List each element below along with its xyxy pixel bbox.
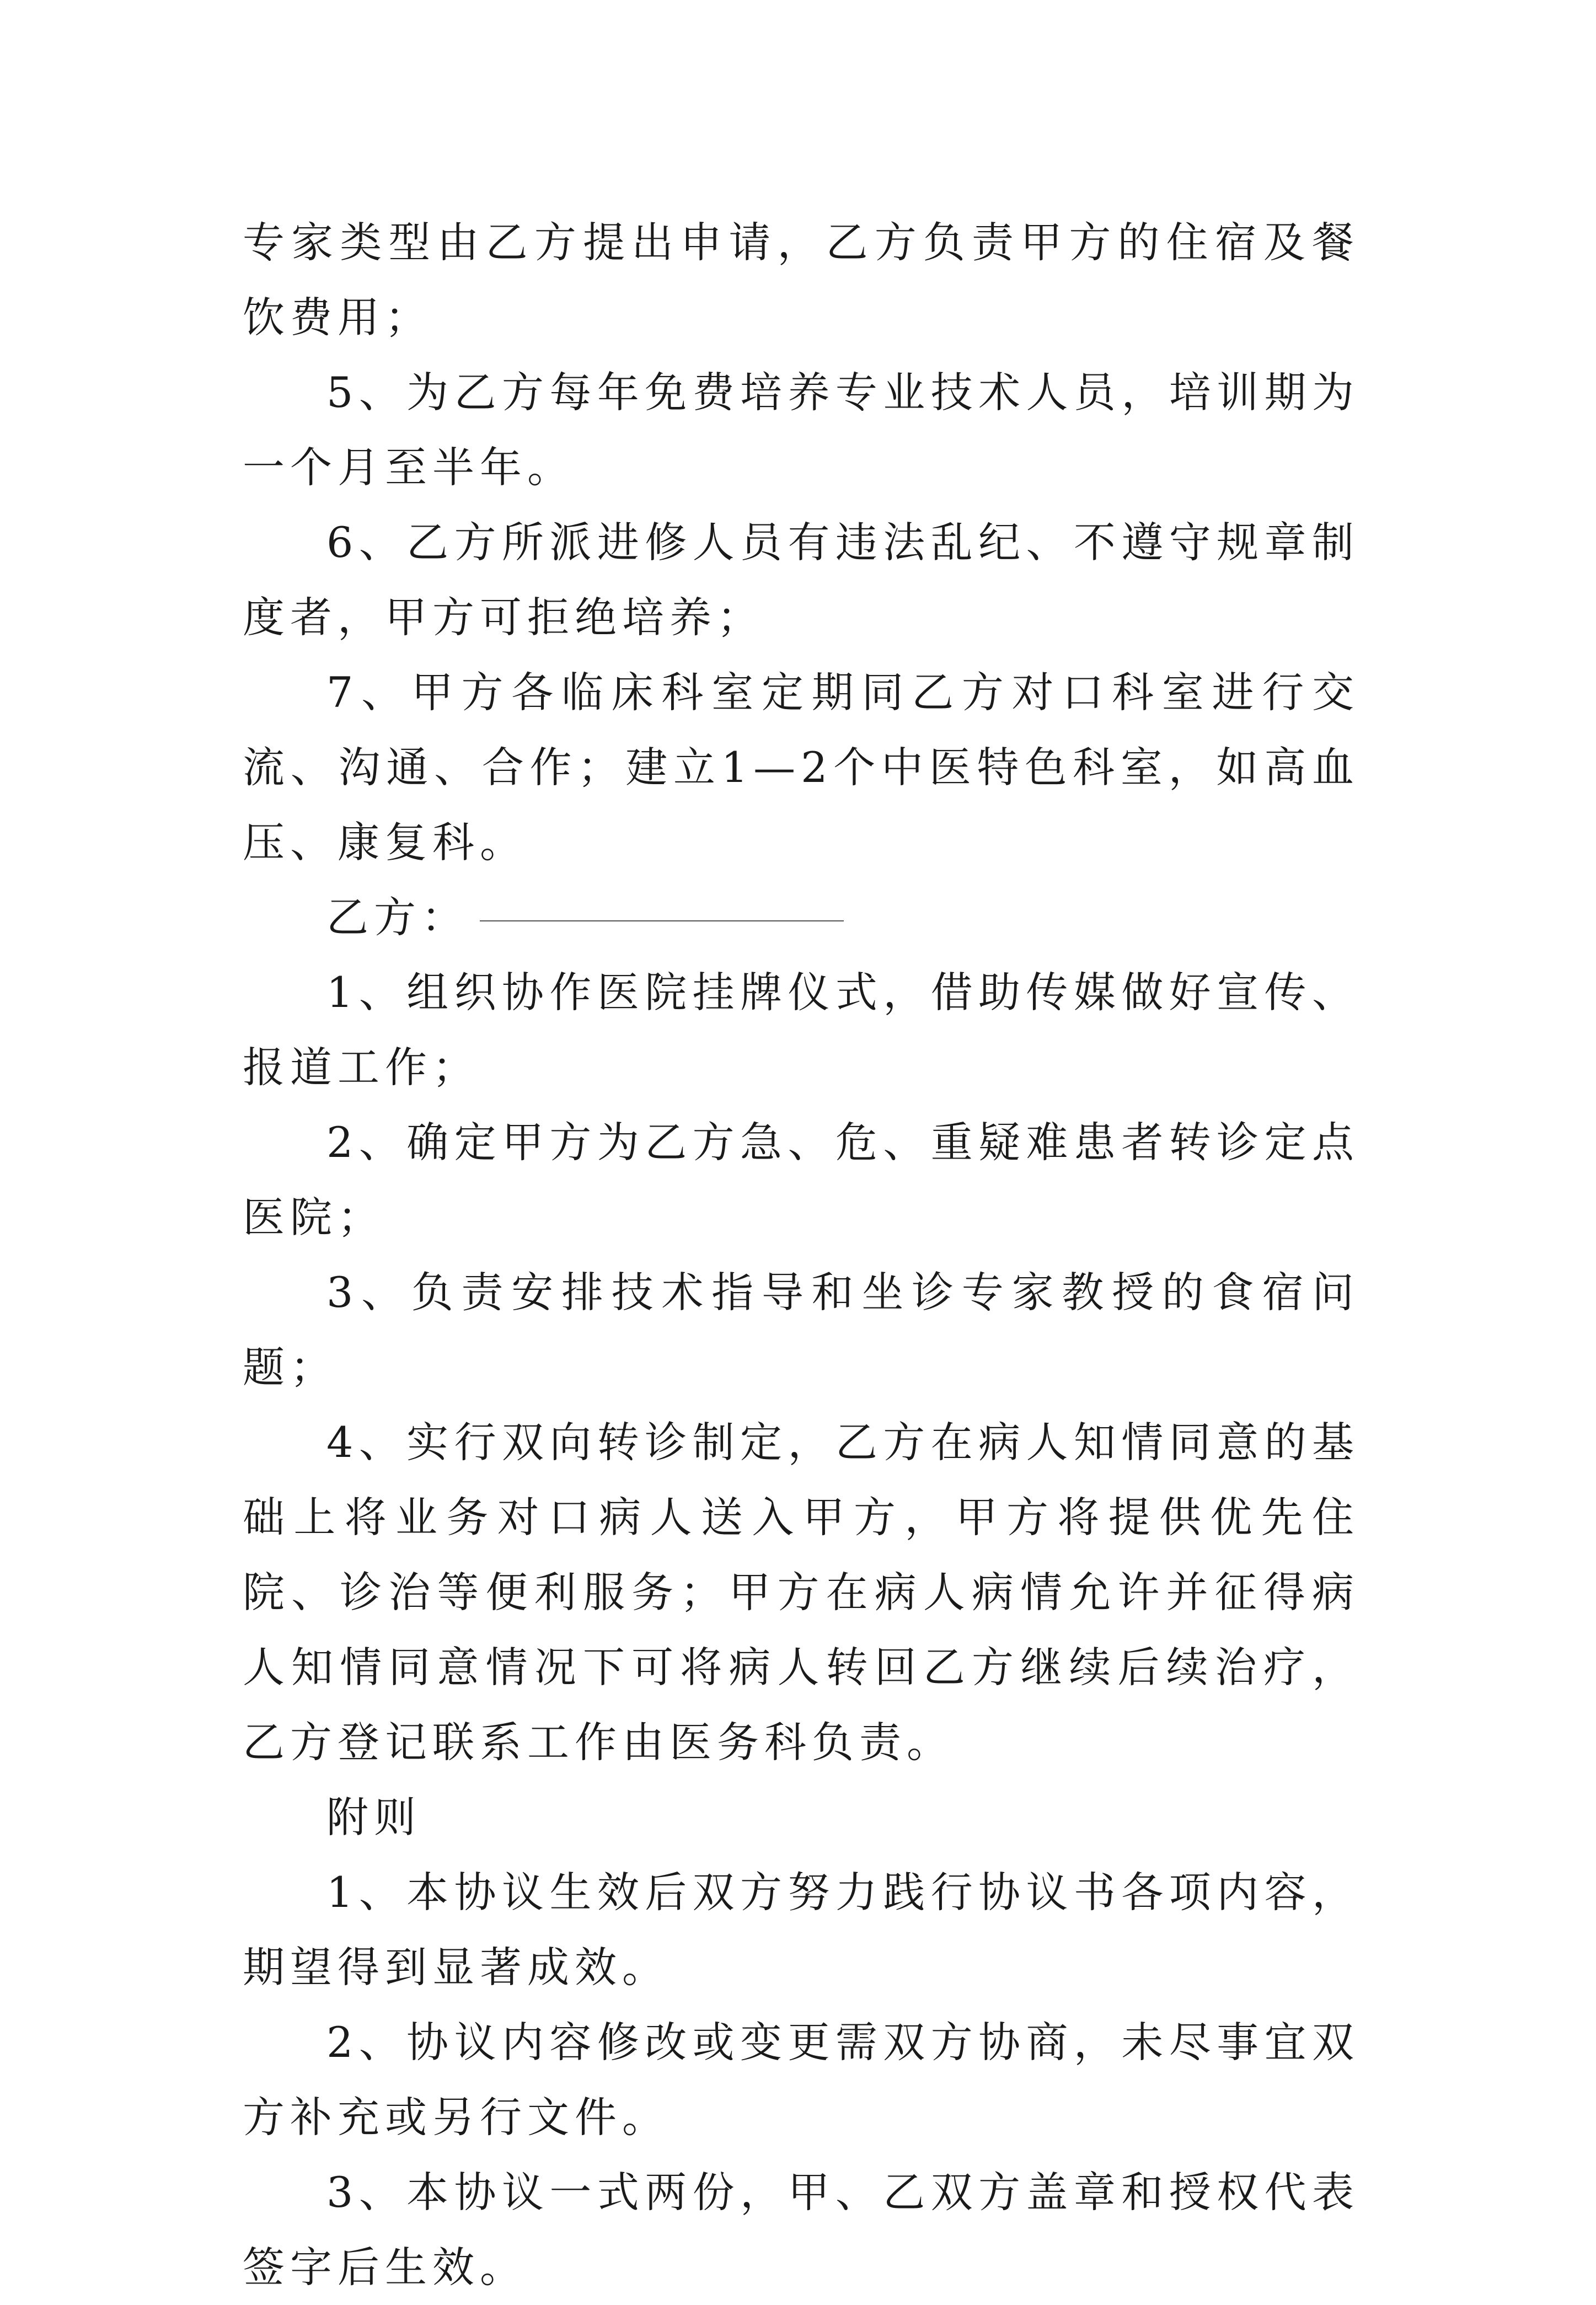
party-b-label: 乙方： <box>326 893 469 942</box>
section-heading-appendix: 附则 <box>326 1793 421 1842</box>
paragraph: 1、本协议生效后双方努力践行协议书各项内容，期望得到显著成效。 <box>243 1868 1359 1992</box>
document-body <box>243 205 1359 2305</box>
paragraph: 2、协议内容修改或变更需双方协商，未尽事宜双方补充或另行文件。 <box>243 2018 1359 2142</box>
signature-blank-line <box>480 920 844 921</box>
paragraph: 3、本协议一式两份，甲、乙双方盖章和授权代表签字后生效。 <box>243 2168 1359 2292</box>
paragraph: 6、乙方所派进修人员有违法乱纪、不遵守规章制度者，甲方可拒绝培养； <box>243 518 1359 642</box>
paragraph: 专家类型由乙方提出申请，乙方负责甲方的住宿及餐饮费用； <box>243 218 1359 342</box>
party-b-heading <box>243 880 1359 955</box>
paragraph: 3、负责安排技术指导和坐诊专家教授的食宿问题； <box>243 1268 1359 1392</box>
paragraph: 5、为乙方每年免费培养专业技术人员，培训期为一个月至半年。 <box>243 368 1359 492</box>
paragraph: 1、组织协作医院挂牌仪式，借助传媒做好宣传、报道工作； <box>243 968 1359 1092</box>
paragraph: 2、确定甲方为乙方急、危、重疑难患者转诊定点医院； <box>243 1118 1359 1242</box>
paragraph: 4、实行双向转诊制定，乙方在病人知情同意的基础上将业务对口病人送入甲方，甲方将提供优先住院、诊治等便利服务；甲方在病人病情允许并征得病人知情同意情况下可将病人转回乙方继续后续治疗，乙方登记联系工作由医务科负责。 <box>243 1418 1359 1767</box>
paragraph: 7、甲方各临床科室定期同乙方对口科室进行交流、沟通、合作；建立1—2个中医特色科室，如高血压、康复科。 <box>243 668 1359 867</box>
